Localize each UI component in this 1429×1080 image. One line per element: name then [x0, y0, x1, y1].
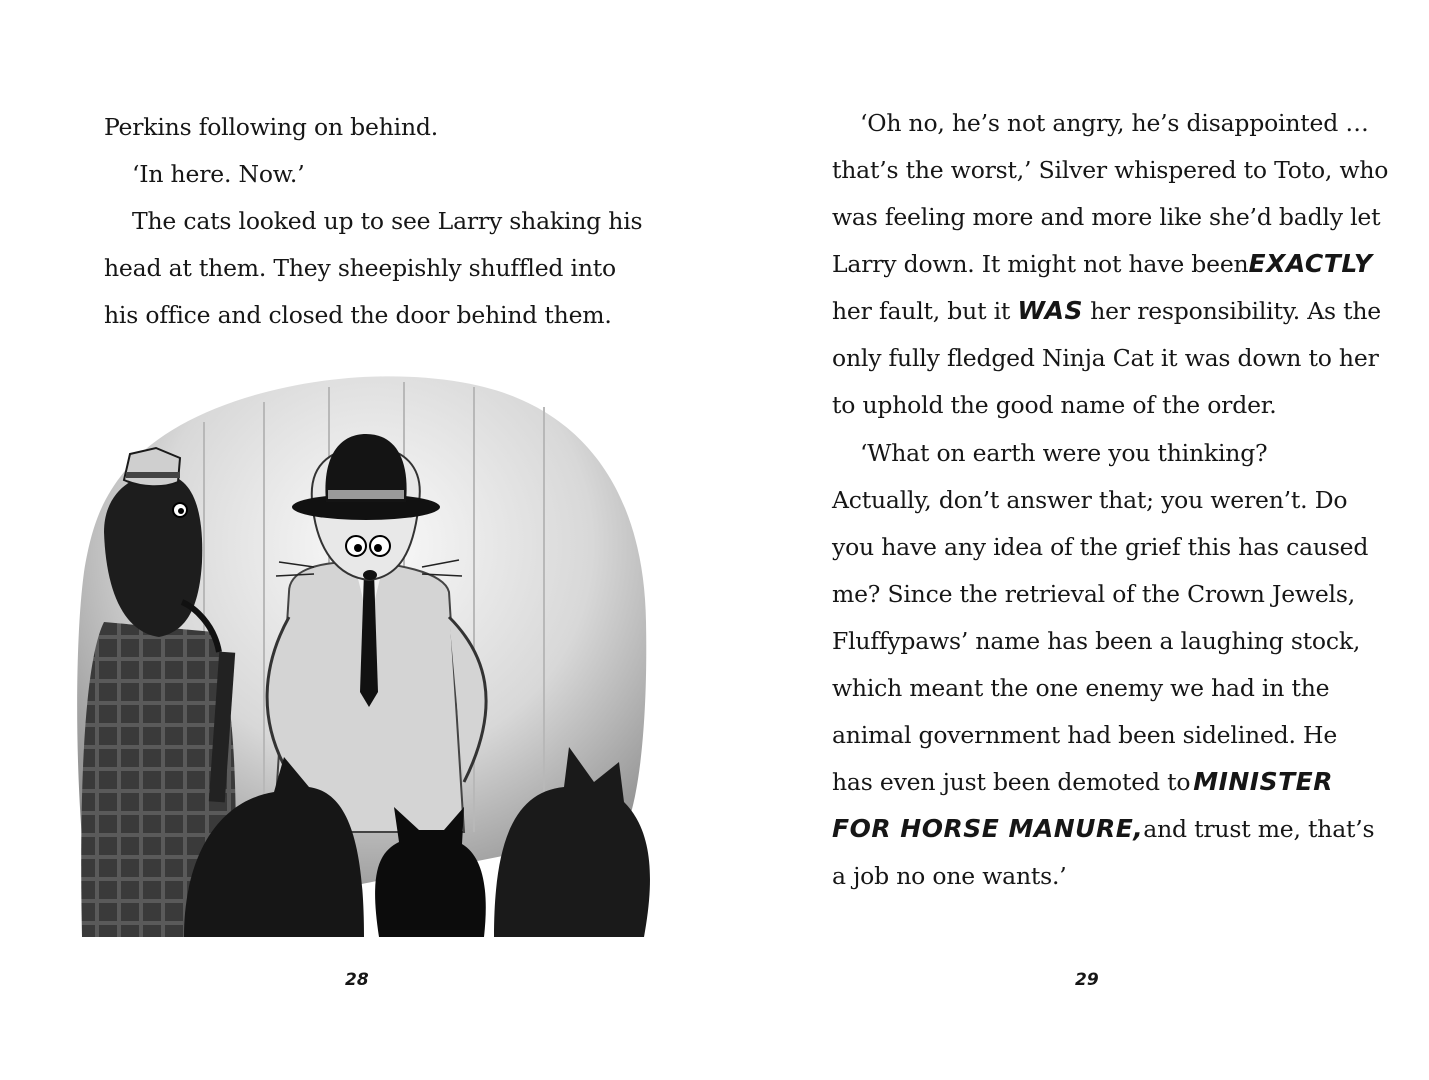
story-illustration	[64, 362, 650, 942]
right-text-line-14: animal government had been sidelined. He	[832, 721, 1338, 749]
right-text-line-4-plain: Larry down. It might not have been	[832, 250, 1249, 278]
right-text-line-12: Fluffypaws’ name has been a laughing stock,	[832, 627, 1361, 655]
emphasis-for-horse-manure: FOR HORSE MANURE,	[832, 814, 1144, 843]
right-text-line-11: me? Since the retrieval of the Crown Jewels,	[832, 580, 1355, 608]
right-text-line-13: which meant the one enemy we had in the	[832, 674, 1330, 702]
page-number-right: 29	[1075, 970, 1099, 990]
right-text-line-9: Actually, don’t answer that; you weren’t. Do	[832, 486, 1348, 514]
emphasis-was: WAS	[1017, 296, 1083, 325]
right-text-line-1: ‘Oh no, he’s not angry, he’s disappointed …	[860, 109, 1369, 137]
right-text-line-10: you have any idea of the grief this has caused	[832, 533, 1369, 561]
left-text-line-1: Perkins following on behind.	[104, 113, 439, 141]
right-text-line-17: a job no one wants.’	[832, 862, 1067, 890]
emphasis-exactly: EXACTLY	[1248, 249, 1373, 278]
left-text-line-4: head at them. They sheepishly shuffled into	[104, 254, 616, 282]
page-number-left: 28	[345, 970, 369, 990]
right-text-line-3: was feeling more and more like she’d badly let	[832, 203, 1381, 231]
right-text-line-8: ‘What on earth were you thinking?	[860, 439, 1268, 467]
right-text-line-4	[832, 249, 1373, 278]
right-text-line-15	[832, 768, 1333, 796]
right-text-line-6: only fully fledged Ninja Cat it was down to her	[832, 344, 1379, 372]
left-text-line-2: ‘In here. Now.’	[132, 160, 305, 188]
emphasis-minister: MINISTER	[1193, 767, 1333, 796]
left-text-line-5: his office and closed the door behind them.	[104, 301, 612, 329]
right-text-line-5	[832, 296, 1382, 325]
left-text-line-3: The cats looked up to see Larry shaking his	[132, 207, 643, 235]
right-text-line-16-end: and trust me, that’s	[1143, 815, 1375, 843]
right-text-line-5-end: her responsibility. As the	[1090, 297, 1382, 325]
right-text-line-16	[832, 814, 1375, 843]
right-text-line-5-start: her fault, but it	[832, 297, 1011, 325]
right-text-line-15-plain: has even just been demoted to	[832, 768, 1191, 796]
right-text-line-7: to uphold the good name of the order.	[832, 391, 1277, 419]
right-text-line-2: that’s the worst,’ Silver whispered to Toto, who	[832, 156, 1389, 184]
